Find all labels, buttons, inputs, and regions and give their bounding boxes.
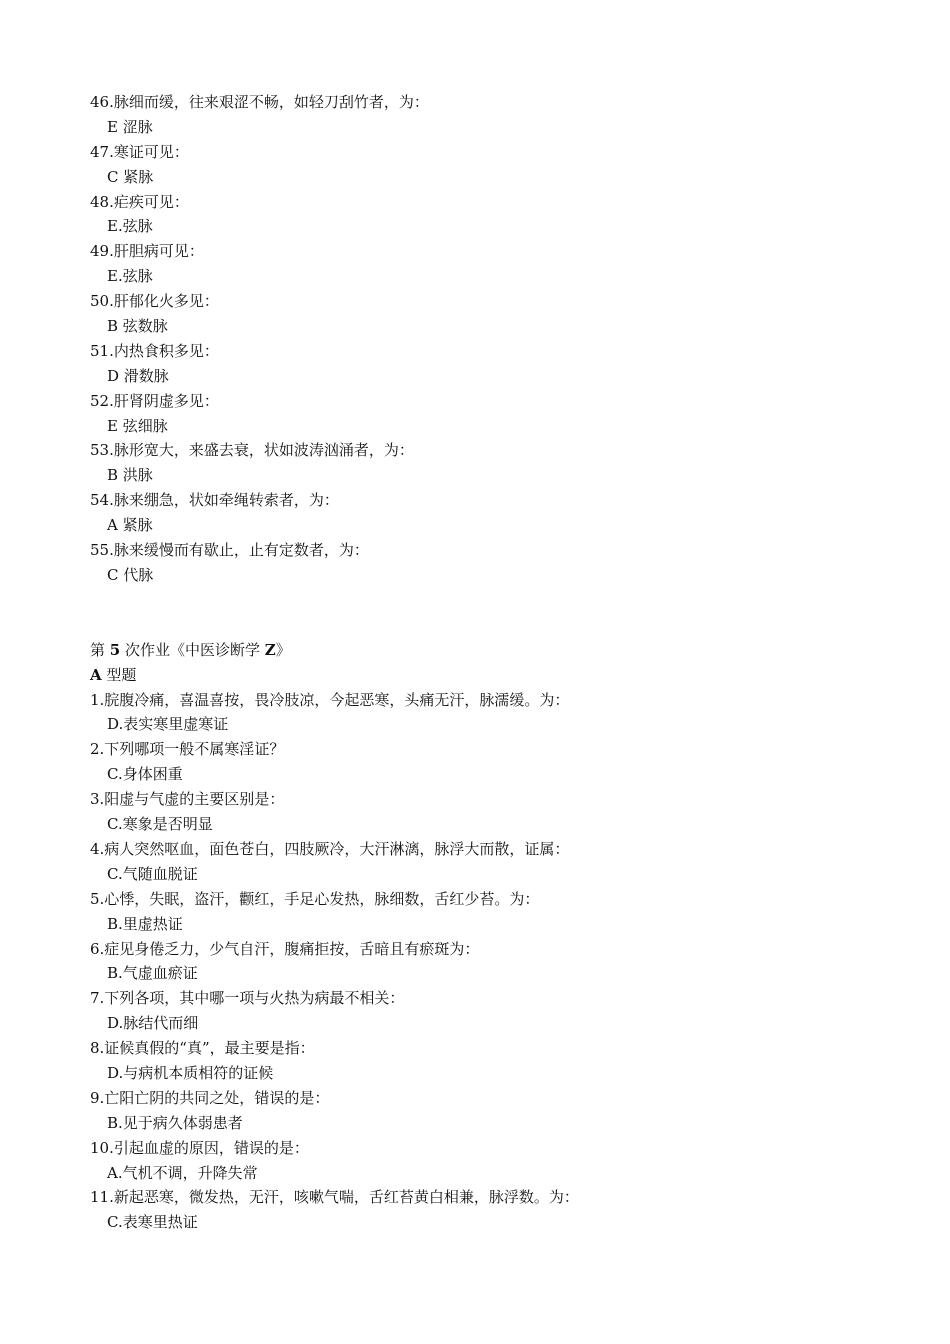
answer-text: C.气随血脱证 xyxy=(107,864,198,883)
answer-text: E.弦脉 xyxy=(107,217,153,236)
question-text: 48.疟疾可见： xyxy=(90,192,189,211)
question-text: 3.阳虚与气虚的主要区别是： xyxy=(90,790,285,809)
question-text: 53.脉形宽大，来盛去衰，状如波涛汹涌者，为： xyxy=(90,441,414,460)
question-text: 2.下列哪项一般不属寒淫证？ xyxy=(90,740,285,759)
question-text: 6.症见身倦乏力，少气自汗，腹痛拒按，舌暗且有瘀斑为： xyxy=(90,939,480,958)
question-text: 8.证候真假的“真”，最主要是指： xyxy=(90,1039,315,1058)
answer-text: E.弦脉 xyxy=(107,267,153,286)
answer-text: C.身体困重 xyxy=(107,765,183,784)
question-text: 55.脉来缓慢而有歇止，止有定数者，为： xyxy=(90,541,369,560)
answer-text: B.气虚血瘀证 xyxy=(107,964,198,983)
answer-text: B 弦数脉 xyxy=(107,317,168,336)
answer-text: D.表实寒里虚寒证 xyxy=(107,715,229,734)
question-type-heading: A 型题 xyxy=(90,665,137,684)
question-text: 9.亡阳亡阴的共同之处，错误的是： xyxy=(90,1088,330,1107)
question-text: 54.脉来绷急，状如牵绳转索者，为： xyxy=(90,491,339,510)
answer-text: D.与病机本质相符的证候 xyxy=(107,1063,274,1082)
answer-text: E 涩脉 xyxy=(107,117,153,136)
answer-text: A.气机不调，升降失常 xyxy=(107,1163,258,1182)
document-page xyxy=(90,90,910,1235)
question-text: 49.肝胆病可见： xyxy=(90,242,204,261)
assignment-title: 第 5 次作业《中医诊断学 Z》 xyxy=(90,640,291,659)
question-text: 4.病人突然呕血，面色苍白，四肢厥冷，大汗淋漓，脉浮大而散，证属： xyxy=(90,839,570,858)
answer-text: E 弦细脉 xyxy=(107,416,168,435)
section-gap xyxy=(90,588,910,638)
question-text: 51.内热食积多见： xyxy=(90,341,219,360)
section-pulse-questions xyxy=(90,90,910,588)
question-text: 47.寒证可见： xyxy=(90,142,189,161)
answer-text: A 紧脉 xyxy=(107,516,153,535)
question-text: 52.肝肾阴虚多见： xyxy=(90,391,219,410)
question-text: 50.肝郁化火多见： xyxy=(90,292,219,311)
section-diagnosis-questions xyxy=(90,688,910,1236)
answer-text: C.表寒里热证 xyxy=(107,1213,198,1232)
question-text: 11.新起恶寒，微发热，无汗，咳嗽气喘，舌红苔黄白相兼，脉浮数。为： xyxy=(90,1188,579,1207)
question-text: 46.脉细而缓，往来艰涩不畅，如轻刀刮竹者，为： xyxy=(90,93,429,111)
answer-text: B.里虚热证 xyxy=(107,914,183,933)
question-text: 7.下列各项，其中哪一项与火热为病最不相关： xyxy=(90,989,405,1008)
question-text: 1.脘腹冷痛，喜温喜按，畏冷肢凉，今起恶寒，头痛无汗，脉濡缓。为： xyxy=(90,690,570,709)
answer-text: D 滑数脉 xyxy=(107,366,169,385)
answer-text: B 洪脉 xyxy=(107,466,153,485)
question-text: 10.引起血虚的原因，错误的是： xyxy=(90,1138,309,1157)
answer-text: C 代脉 xyxy=(107,565,154,584)
question-text: 5.心悸，失眠，盗汗，颧红，手足心发热，脉细数，舌红少苔。为： xyxy=(90,889,540,908)
answer-text: B.见于病久体弱患者 xyxy=(107,1113,243,1132)
answer-text: C.寒象是否明显 xyxy=(107,815,213,834)
answer-text: C 紧脉 xyxy=(107,167,154,186)
answer-text: D.脉结代而细 xyxy=(107,1014,199,1033)
